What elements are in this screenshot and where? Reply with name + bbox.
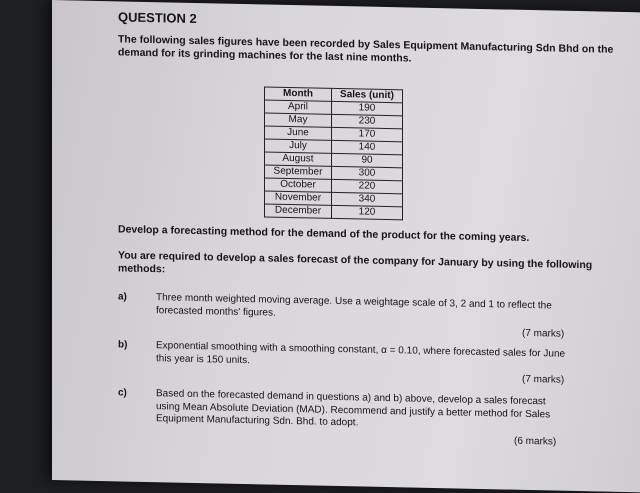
sales-cell: 230 bbox=[332, 114, 403, 128]
sales-header: Sales (unit) bbox=[332, 88, 403, 102]
month-cell: November bbox=[265, 191, 332, 205]
part-text: Exponential smoothing with a smoothing constant, α = 0.10, where forecasted sales for June this year is 150 units. bbox=[156, 340, 566, 366]
part-label: b) bbox=[118, 339, 128, 351]
month-cell: June bbox=[265, 126, 332, 140]
month-cell: May bbox=[265, 113, 332, 127]
part-label: c) bbox=[118, 387, 127, 399]
part-label: a) bbox=[118, 291, 127, 303]
develop-instruction: Develop a forecasting method for the demand of the product for the coming years. bbox=[118, 223, 530, 244]
question-title: QUESTION 2 bbox=[118, 9, 197, 27]
part-b-marks: (7 marks) bbox=[522, 373, 565, 386]
question-intro: The following sales figures have been recorded by Sales Equipment Manufacturing Sdn Bhd on the demand for its grinding machines for the last nine months. bbox=[118, 33, 614, 65]
month-header: Month bbox=[265, 87, 332, 101]
month-cell: September bbox=[265, 165, 332, 179]
requirement-text: You are required to develop a sales forecast of the company for January by using the following methods: bbox=[118, 249, 593, 276]
sales-cell: 170 bbox=[332, 127, 403, 141]
part-a-marks: (7 marks) bbox=[522, 327, 565, 340]
month-cell: April bbox=[265, 100, 332, 114]
month-cell: December bbox=[265, 204, 332, 218]
sales-cell: 120 bbox=[332, 205, 403, 219]
sales-cell: 90 bbox=[332, 153, 403, 167]
sales-cell: 140 bbox=[332, 140, 403, 154]
month-cell: August bbox=[265, 152, 332, 166]
exam-paper bbox=[52, 0, 640, 493]
sales-cell: 220 bbox=[332, 179, 403, 193]
part-c-marks: (6 marks) bbox=[514, 435, 557, 448]
sales-cell: 340 bbox=[332, 192, 403, 206]
month-cell: July bbox=[265, 139, 332, 153]
table-row bbox=[265, 204, 403, 220]
sales-cell: 300 bbox=[332, 166, 403, 180]
part-text: Three month weighted moving average. Use a weightage scale of 3, 2 and 1 to reflect the forecasted months' figures. bbox=[156, 292, 552, 319]
part-text: Based on the forecasted demand in questions a) and b) above, develop a sales forecast using Mean Absolute Deviation (MAD). Recommend and justify a better method for Sales Equipment Manufacturing Sdn. Bhd. to adopt. bbox=[156, 388, 551, 429]
month-cell: October bbox=[265, 178, 332, 192]
sales-table bbox=[264, 86, 403, 220]
sales-cell: 190 bbox=[332, 101, 403, 115]
